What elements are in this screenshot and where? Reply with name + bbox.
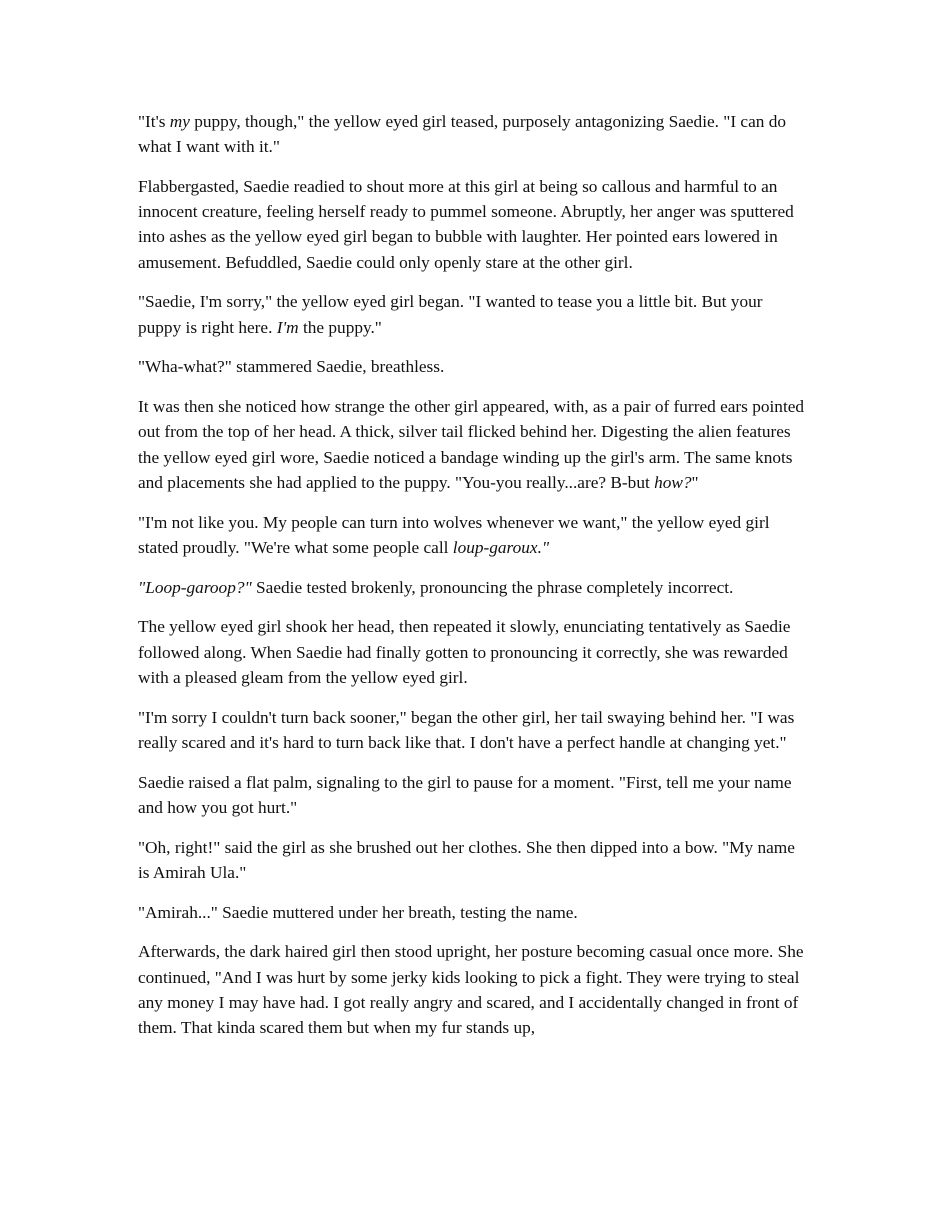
paragraph [138, 354, 808, 379]
paragraph [138, 900, 808, 925]
text-run: "I'm not like you. My people can turn into wolves whenever we want," the yellow eyed girl stated proudly. "We're what some people call [138, 512, 770, 557]
text-run: Flabbergasted, Saedie readied to shout more at this girl at being so callous and harmful to an innocent creature, feeling herself ready to pummel someone. Abruptly, her anger was sputtered into ashes as the yellow eyed girl began to bubble with laughter. Her pointed ears lowered in amusement. Befuddled, Saedie could only openly stare at the other girl. [138, 177, 794, 272]
paragraph [138, 575, 808, 600]
text-run: puppy, though," the yellow eyed girl teased, purposely antagonizing Saedie. "I can do what I want with it." [138, 112, 787, 157]
paragraph [138, 109, 808, 159]
paragraph [138, 289, 808, 339]
italic-text-run: loup-garoux." [452, 537, 550, 557]
text-run: Saedie tested brokenly, pronouncing the phrase completely incorrect. [251, 577, 734, 597]
paragraph [138, 174, 808, 275]
text-run: Afterwards, the dark haired girl then stood upright, her posture becoming casual once more. She continued, "And I was hurt by some jerky kids looking to pick a fight. They were trying to steal any money I may have had. I got really angry and scared, and I accidentally changed in front of them. That kinda scared them but when my fur stands up, [138, 942, 804, 1038]
italic-text-run: how? [654, 472, 692, 492]
text-run: "Saedie, I'm sorry," the yellow eyed girl began. "I wanted to tease you a little bit. But your puppy is right here. [138, 292, 763, 337]
text-run: Saedie raised a flat palm, signaling to the girl to pause for a moment. "First, tell me your name and how you got hurt." [138, 772, 792, 817]
paragraph [138, 614, 808, 690]
italic-text-run: "Loop-garoop?" [138, 577, 252, 597]
text-run: "I'm sorry I couldn't turn back sooner," began the other girl, her tail swaying behind her. "I was really scared and it's hard to turn back like that. I don't have a perfect handle at changing yet." [138, 707, 795, 752]
text-run: the puppy." [298, 317, 382, 337]
text-run: " [691, 472, 699, 492]
text-run: The yellow eyed girl shook her head, then repeated it slowly, enunciating tentatively as Saedie followed along. When Saedie had finally gotten to pronouncing it correctly, she was rewarded with a pleased gleam from the yellow eyed girl. [138, 617, 791, 687]
text-run: "Amirah..." Saedie muttered under her breath, testing the name. [138, 902, 578, 922]
italic-text-run: my [169, 112, 190, 131]
paragraph [138, 510, 808, 560]
text-run: "Oh, right!" said the girl as she brushed out her clothes. She then dipped into a bow. "My name is Amirah Ula." [138, 837, 795, 882]
text-run: "Wha-what?" stammered Saedie, breathless. [138, 357, 445, 377]
paragraph [138, 835, 808, 885]
italic-text-run: I'm [276, 317, 299, 337]
paragraph [138, 394, 808, 495]
paragraph [138, 939, 808, 1040]
text-run: "It's [138, 112, 170, 131]
document-page [138, 109, 808, 1055]
text-run: It was then she noticed how strange the other girl appeared, with, as a pair of furred ears pointed out from the top of her head. A thick, silver tail flicked behind her. Digesting the alien features the yellow eyed girl wore, Saedie noticed a bandage winding up the girl's arm. The same knots and placements she had applied to the puppy. "You-you really...are? B-but [138, 397, 805, 492]
paragraph [138, 705, 808, 755]
paragraph [138, 770, 808, 820]
